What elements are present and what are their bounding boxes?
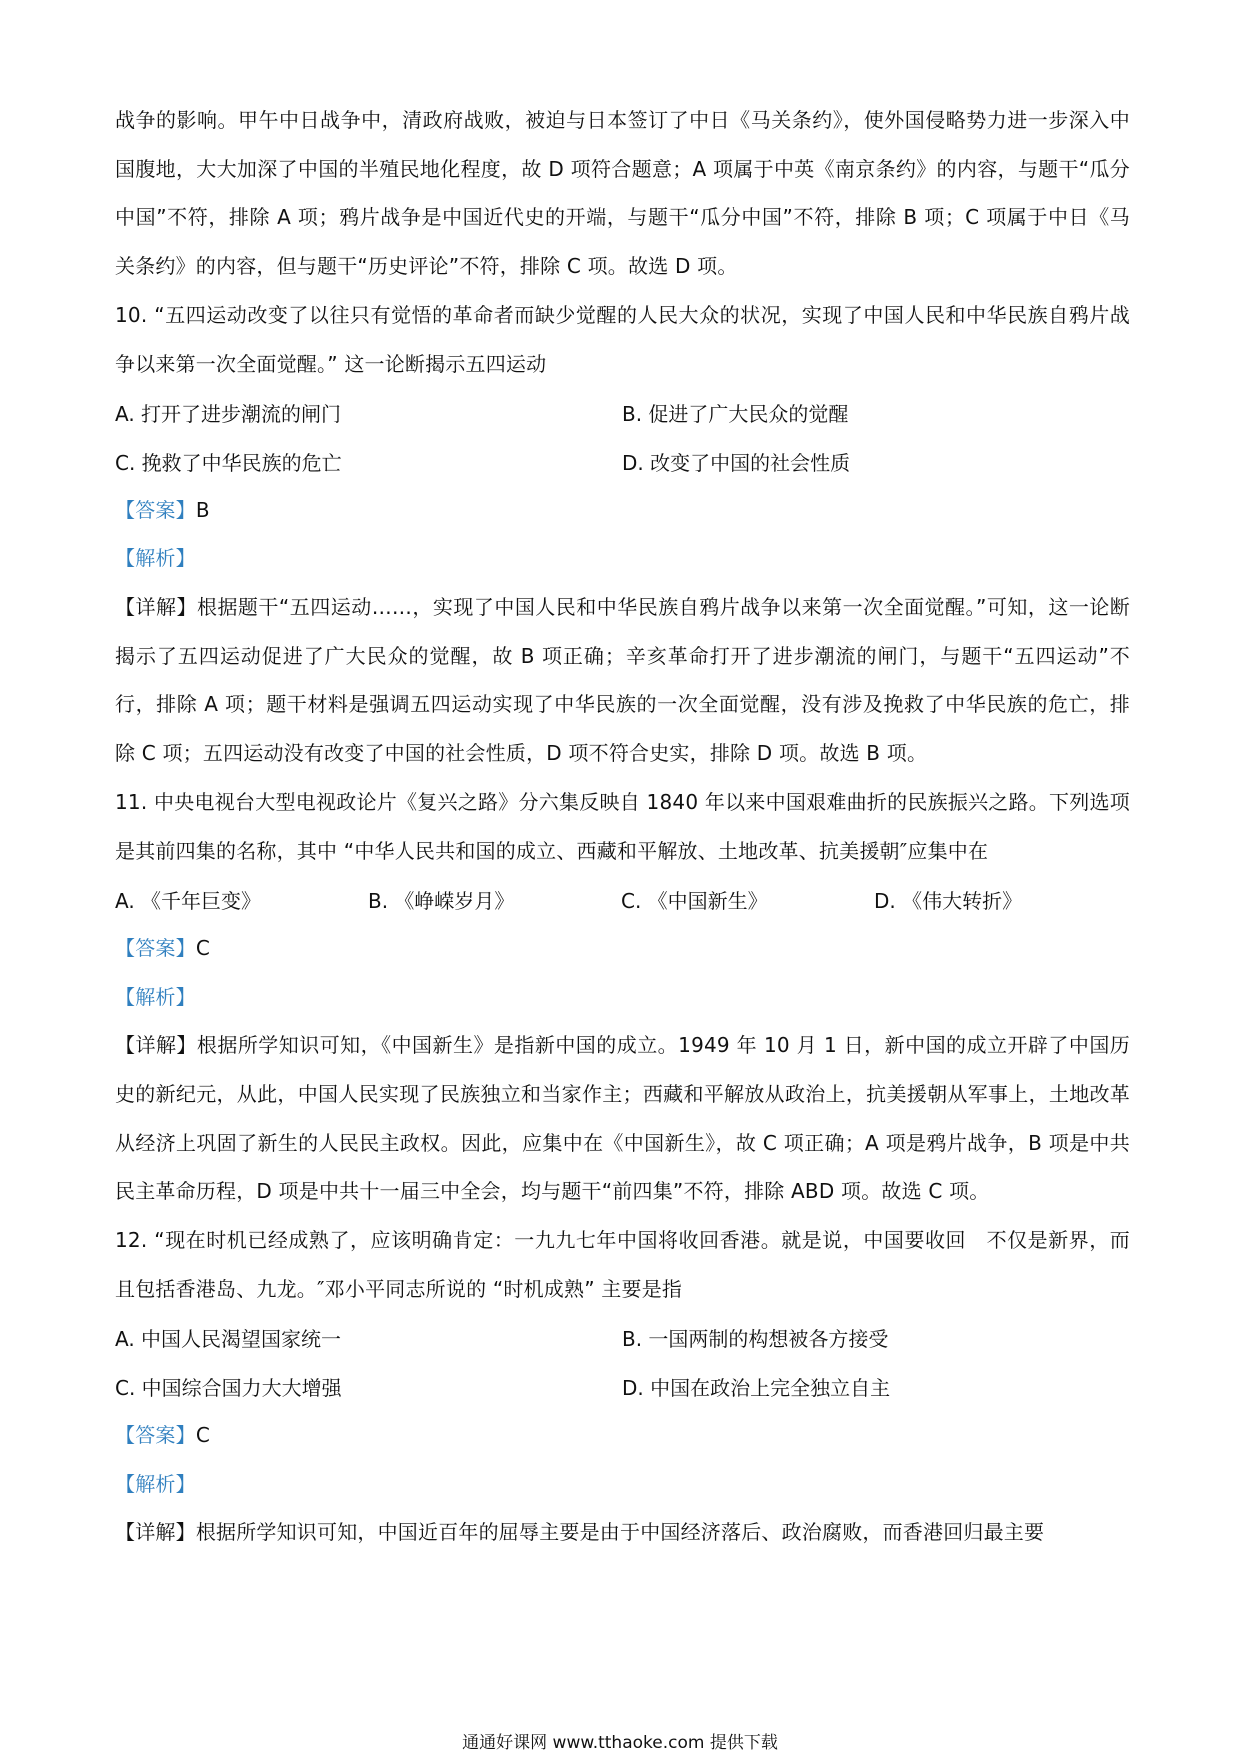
option-c: C. 中国综合国力大大增强 — [115, 1376, 342, 1401]
detail-text: 根据所学知识可知，中国近百年的屈辱主要是由于中国经济落后、政治腐败，而香港回归最主要 — [195, 1520, 1045, 1545]
answer-value: C — [195, 935, 210, 960]
analysis-line — [115, 1460, 1130, 1509]
analysis-line — [115, 534, 1130, 583]
answer-line — [115, 924, 1130, 973]
answer-label: 【答案】 — [115, 1422, 196, 1447]
answer-line — [115, 486, 1130, 535]
options-row — [115, 1362, 1130, 1411]
detail-label: 【详解】 — [115, 1520, 196, 1545]
option-b: B. 一国两制的构想被各方接受 — [622, 1327, 889, 1352]
options-row — [115, 875, 1130, 924]
options-row — [115, 388, 1130, 437]
detail-text: 根据题干“五四运动……，实现了中国人民和中华民族自鸦片战争以来第一次全面觉醒。”可知，这一论断揭示了五四运动促进了广大民众的觉醒，故 B 项正确；辛亥革命打开了进步潮流的闸门，与题干“五四运动”不行，排除 A 项；题干材料是强调五四运动实现了中华民族的一次全面觉醒，没有涉及挽救了中华民族的危亡，排除 C 项；五四运动没有改变了中国的社会性质，D 项不符合史实，排除 D 项。故选 B 项。 — [115, 595, 1130, 766]
analysis-label: 【解析】 — [115, 984, 196, 1009]
option-d: D. 改变了中国的社会性质 — [622, 450, 851, 475]
option-d: D. 中国在政治上完全独立自主 — [622, 1376, 891, 1401]
detail-paragraph — [115, 1021, 1130, 1216]
question-10 — [115, 291, 1130, 778]
analysis-label: 【解析】 — [115, 546, 196, 571]
option-a: A. 中国人民渴望国家统一 — [115, 1327, 342, 1352]
options-row — [115, 437, 1130, 486]
analysis-label: 【解析】 — [115, 1471, 196, 1496]
detail-paragraph — [115, 1508, 1130, 1557]
option-a: A. 打开了进步潮流的闸门 — [115, 402, 342, 427]
option-b: B. 《峥嵘岁月》 — [368, 889, 515, 914]
answer-value: C — [195, 1422, 210, 1447]
page-footer: 通通好课网 www.tthaoke.com 提供下载 — [462, 1733, 778, 1753]
answer-line — [115, 1411, 1130, 1460]
option-a: A. 《千年巨变》 — [115, 889, 262, 914]
analysis-line — [115, 973, 1130, 1022]
detail-label: 【详解】 — [115, 1033, 197, 1058]
intro-paragraph: 战争的影响。甲午中日战争中，清政府战败，被迫与日本签订了中日《马关条约》，使外国侵略势力进一步深入中国腹地，大大加深了中国的半殖民地化程度，故 D 项符合题意；A 项属于中英《南京条约》的内容，与题干“瓜分中国”不符，排除 A 项；鸦片战争是中国近代史的开端，与题干“瓜分中国”不符，排除 B 项；C 项属于中日《马关条约》的内容，但与题干“历史评论”不符，排除 C 项。故选 D 项。 — [115, 108, 1130, 279]
option-c: C. 挽救了中华民族的危亡 — [115, 450, 342, 475]
answer-label: 【答案】 — [115, 497, 196, 522]
detail-paragraph — [115, 583, 1130, 778]
question-stem: 11. 中央电视台大型电视政论片《复兴之路》分六集反映自 1840 年以来中国艰难曲折的民族振兴之路。下列选项是其前四集的名称，其中 “中华人民共和国的成立、西藏和平解放、土地改革、抗美援朝″应集中在 — [115, 789, 1130, 863]
question-12 — [115, 1216, 1130, 1557]
option-b: B. 促进了广大民众的觉醒 — [622, 402, 849, 427]
question-stem: 10. “五四运动改变了以往只有觉悟的革命者而缺少觉醒的人民大众的状况，实现了中国人民和中华民族自鸦片战争以来第一次全面觉醒。” 这一论断揭示五四运动 — [115, 302, 1130, 376]
option-d: D. 《伟大转折》 — [874, 889, 1023, 914]
answer-label: 【答案】 — [115, 935, 196, 960]
answer-value: B — [195, 497, 210, 522]
question-stem: 12. “现在时机已经成熟了，应该明确肯定：一九九七年中国将收回香港。就是说，中国要收回 不仅是新界，而且包括香港岛、九龙。″邓小平同志所说的 “时机成熟” 主要是指 — [115, 1228, 1130, 1301]
detail-text: 根据所学知识可知，《中国新生》是指新中国的成立。1949 年 10 月 1 日，新中国的成立开辟了中国历史的新纪元，从此，中国人民实现了民族独立和当家作主；西藏和平解放从政治上，抗美援朝从军事上，土地改革从经济上巩固了新生的人民民主政权。因此，应集中在《中国新生》，故 C 项正确；A 项是鸦片战争，B 项是中共民主革命历程，D 项是中共十一届三中全会，均与题干“前四集”不符，排除 ABD 项。故选 C 项。 — [115, 1033, 1130, 1204]
options-row — [115, 1314, 1130, 1363]
question-11 — [115, 778, 1130, 1216]
detail-label: 【详解】 — [115, 595, 197, 619]
option-c: C. 《中国新生》 — [621, 889, 768, 914]
document-page — [115, 96, 1130, 1557]
